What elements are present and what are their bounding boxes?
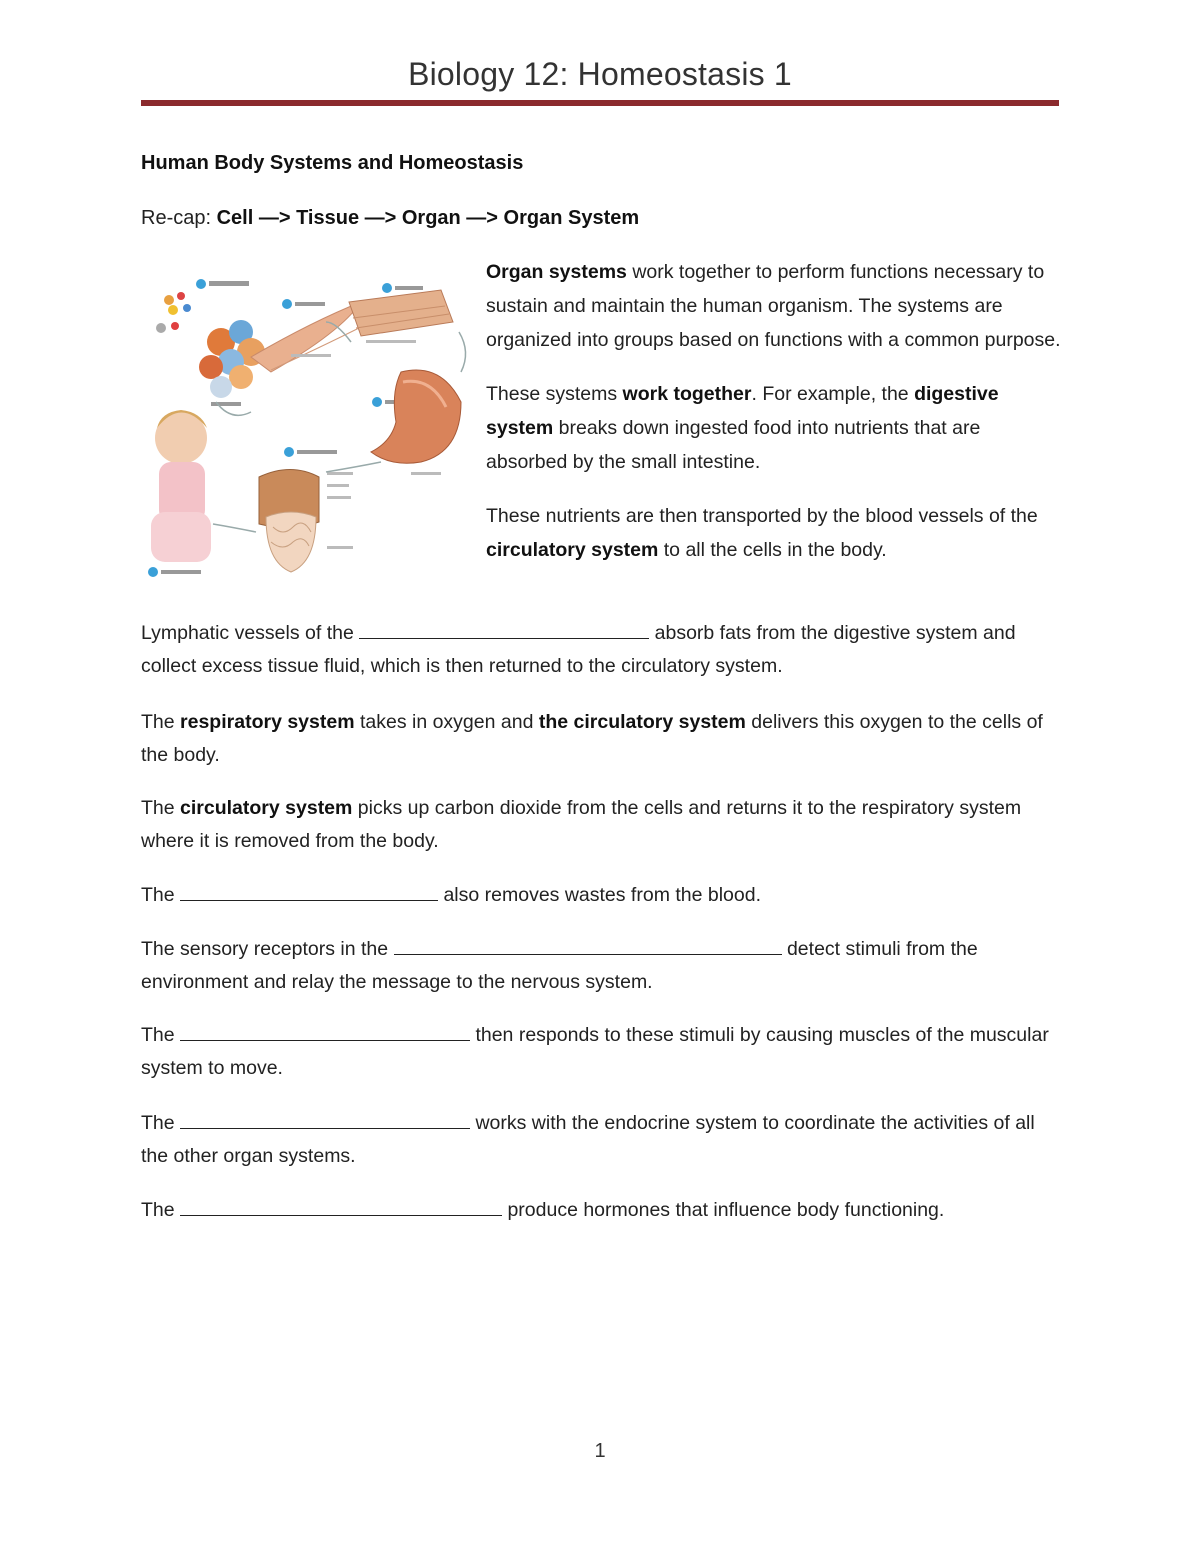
circulatory-paragraph	[141, 792, 1061, 858]
header-rule	[141, 100, 1059, 106]
intro-paragraph-1	[486, 255, 1064, 357]
body-organization-illustration	[141, 262, 477, 584]
circ-text-a: The	[141, 797, 181, 819]
respond-text-b: then responds to these stimuli by causing muscles of the muscular system to move.	[141, 1024, 1049, 1079]
intro-paragraph-2	[486, 377, 1064, 479]
recap-chain: Cell —> Tissue —> Organ —> Organ System	[216, 207, 640, 229]
term-the-circulatory-system: the circulatory system	[538, 711, 746, 733]
fill-in-blank[interactable]	[359, 620, 649, 639]
term-organ-systems: Organ systems	[486, 261, 627, 283]
sensory-paragraph	[141, 933, 1061, 999]
intro-text-block	[486, 255, 1064, 587]
response-paragraph	[141, 1019, 1061, 1085]
coord-text-a: The	[141, 1112, 181, 1134]
sensory-text-a: The sensory receptors in the	[141, 938, 394, 960]
fill-in-blank[interactable]	[180, 1110, 470, 1129]
coordination-paragraph	[141, 1107, 1061, 1173]
intro-p3-text-b: to all the cells in the body.	[658, 539, 887, 561]
intro-p2-text-b: . For example, the	[751, 383, 915, 405]
waste-paragraph	[141, 879, 1061, 912]
page-header-title: Biology 12: Homeostasis 1	[408, 56, 792, 92]
resp-text-c: delivers this oxygen to the cells of the body.	[141, 711, 1043, 766]
waste-text-b: also removes wastes from the blood.	[438, 884, 762, 906]
recap-line	[141, 207, 639, 230]
term-digestive-system: digestive system	[486, 383, 999, 439]
fill-in-blank[interactable]	[394, 936, 782, 955]
page-number: 1	[594, 1440, 606, 1462]
horm-text-a: The	[141, 1199, 181, 1221]
fill-in-blank[interactable]	[180, 1022, 470, 1041]
respiratory-paragraph	[141, 706, 1061, 772]
intro-p1-text: work together to perform functions necessary to sustain and maintain the human organism. The systems are organized into groups based on functions with a common purpose.	[486, 261, 1061, 351]
section-heading: Human Body Systems and Homeostasis	[141, 152, 524, 174]
lymph-text-b: absorb fats from the digestive system and collect excess tissue fluid, which is then returned to the circulatory system.	[141, 622, 1016, 677]
fill-in-blank[interactable]	[180, 1197, 502, 1216]
horm-text-b: produce hormones that influence body functioning.	[502, 1199, 945, 1221]
resp-text-b: takes in oxygen and	[354, 711, 539, 733]
waste-text-a: The	[141, 884, 181, 906]
term-circulatory-system-2: circulatory system	[180, 797, 353, 819]
fill-in-blank[interactable]	[180, 882, 438, 901]
intro-p2-text-c: breaks down ingested food into nutrients that are absorbed by the small intestine.	[486, 417, 981, 473]
resp-text-a: The	[141, 711, 181, 733]
intro-p3-text-a: These nutrients are then transported by the blood vessels of the	[486, 505, 1038, 527]
lymph-text-a: Lymphatic vessels of the	[141, 622, 360, 644]
intro-paragraph-3	[486, 499, 1064, 567]
intro-p2-text-a: These systems	[486, 383, 623, 405]
coord-text-b: works with the endocrine system to coordinate the activities of all the other organ systems.	[141, 1112, 1035, 1167]
term-work-together: work together	[622, 383, 752, 405]
sensory-text-b: detect stimuli from the environment and relay the message to the nervous system.	[141, 938, 978, 993]
term-circulatory-system: circulatory system	[486, 539, 659, 561]
term-respiratory-system: respiratory system	[180, 711, 355, 733]
circ-text-b: picks up carbon dioxide from the cells and returns it to the respiratory system where it is removed from the body.	[141, 797, 1022, 852]
respond-text-a: The	[141, 1024, 181, 1046]
body-organization-figure	[141, 262, 477, 584]
hormone-paragraph	[141, 1194, 1061, 1227]
lymphatic-paragraph	[141, 617, 1061, 683]
recap-prefix: Re-cap:	[141, 207, 217, 229]
level-marker-icon	[196, 279, 206, 289]
